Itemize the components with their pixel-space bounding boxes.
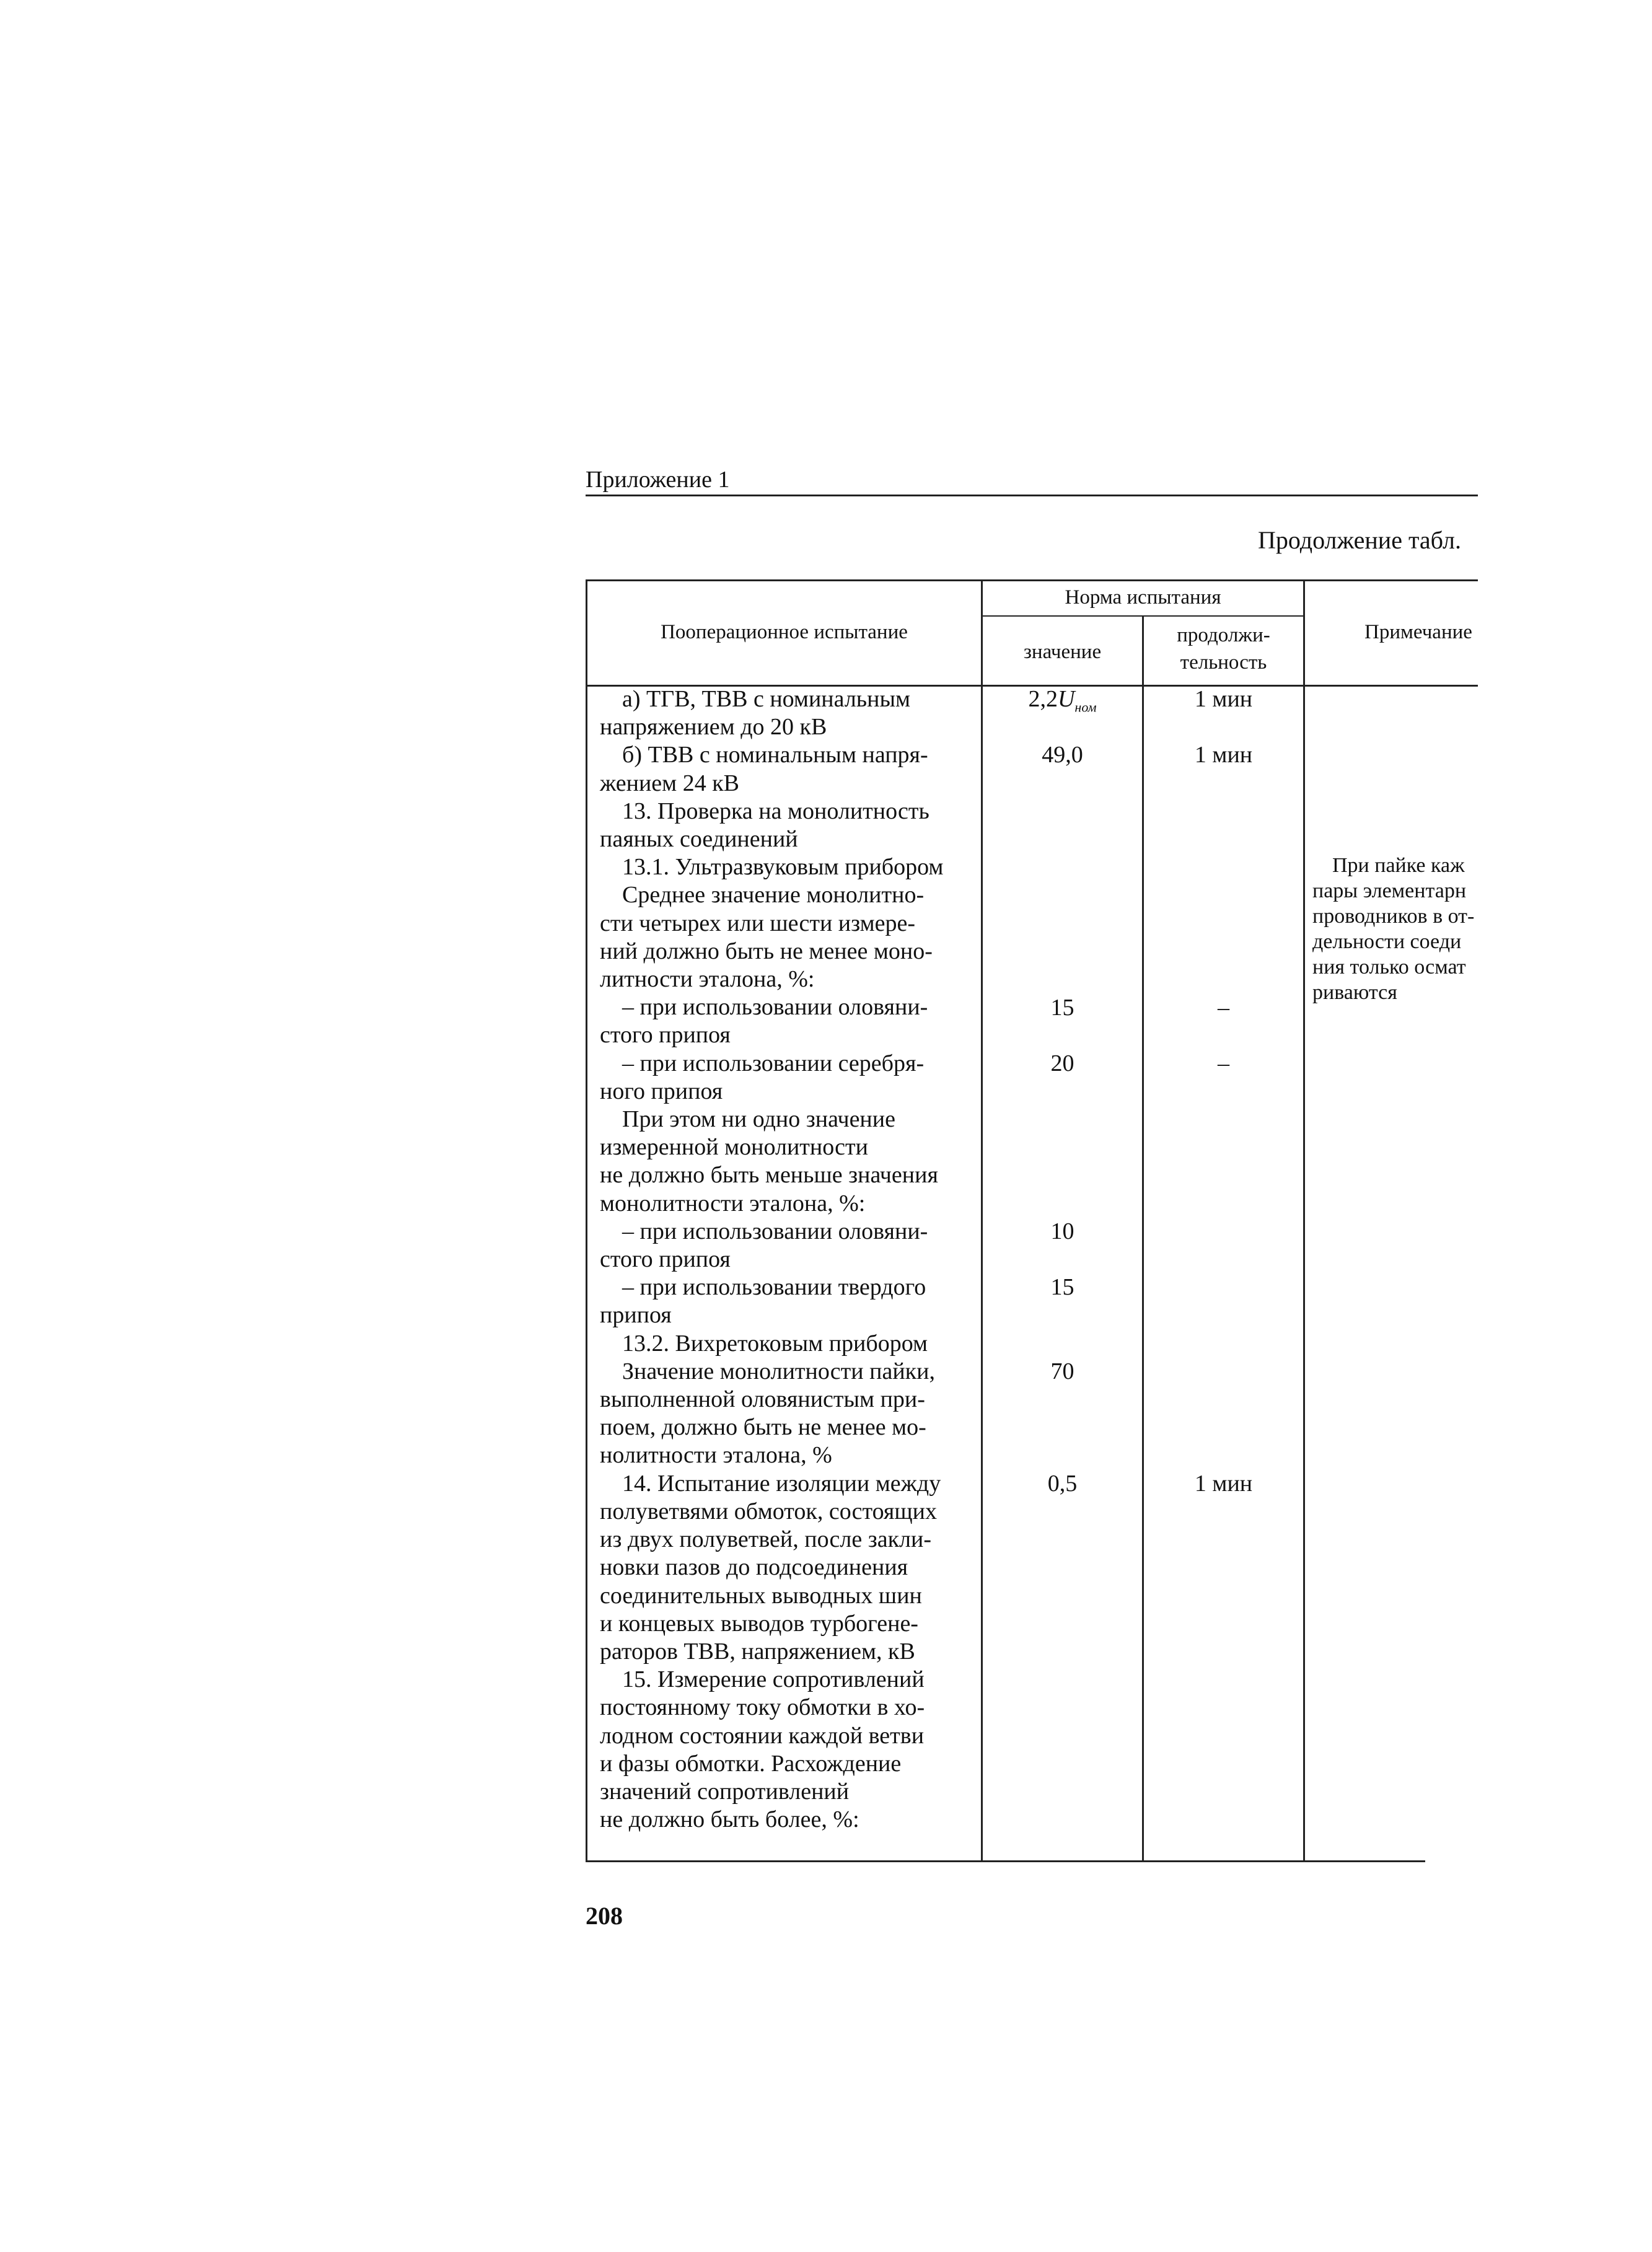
test-line: 14. Испытание изоляции между — [622, 1470, 941, 1497]
test-line: жением 24 кВ — [600, 770, 740, 796]
value-solder-silver: 20 — [1050, 1050, 1074, 1076]
value-14: 0,5 — [1047, 1471, 1078, 1497]
test-line: соединительных выводных шин — [600, 1582, 922, 1609]
test-line: Значение монолитности пайки, — [622, 1358, 935, 1384]
test-line: сти четырех или шести измере- — [600, 910, 916, 936]
test-line: стого припоя — [600, 1022, 731, 1049]
table-top-border — [586, 579, 1478, 581]
test-column-text — [600, 685, 943, 1834]
test-line: 13. Проверка на монолитность — [622, 798, 929, 824]
test-line: – при использовании оловяни- — [622, 1218, 928, 1244]
note-line: дельности соеди — [1312, 930, 1462, 953]
test-line: лодном состоянии каждой ветви — [600, 1722, 925, 1749]
test-line: поем, должно быть не менее мо- — [600, 1414, 926, 1441]
test-line: раторов ТВВ, напряжением, кВ — [600, 1638, 915, 1665]
col-value-border — [1142, 615, 1144, 1862]
duration-header-line1: продолжи- — [1177, 624, 1270, 646]
test-line: литности эталона, %: — [600, 966, 815, 993]
test-line: 13.2. Вихретоковым прибором — [622, 1330, 928, 1357]
value-min-tin: 10 — [1050, 1218, 1074, 1244]
value-a-sub: ном — [1074, 699, 1097, 715]
value-b: 49,0 — [1042, 742, 1083, 768]
test-line: ний должно быть не менее моно- — [600, 938, 933, 964]
test-line: нолитности эталона, % — [600, 1442, 832, 1469]
value-eddy: 70 — [1050, 1358, 1074, 1384]
column-header-value: значение — [1023, 641, 1102, 663]
test-line: ного припоя — [600, 1078, 723, 1104]
note-text — [1312, 853, 1475, 1005]
test-line: 15. Измерение сопротивлений — [622, 1666, 925, 1693]
duration-solder-tin: – — [1218, 995, 1229, 1021]
duration-b: 1 мин — [1194, 742, 1253, 768]
note-line: проводников в от- — [1312, 905, 1475, 928]
table-bottom-border — [586, 1860, 1425, 1862]
column-header-test: Пооперационное испытание — [661, 621, 908, 643]
appendix-header: Приложение 1 — [586, 467, 730, 493]
test-line: паяных соединений — [600, 826, 798, 853]
test-line: и фазы обмотки. Расхождение — [600, 1750, 902, 1777]
column-header-note: Примечание — [1364, 621, 1472, 643]
test-line: стого припоя — [600, 1246, 731, 1273]
test-line: постоянному току обмотки в хо- — [600, 1694, 925, 1721]
test-line: При этом ни одно значение — [622, 1106, 895, 1133]
test-line: не должно быть меньше значения — [600, 1162, 938, 1189]
test-line: – при использовании оловяни- — [622, 994, 928, 1021]
test-line: выполненной оловянистым при- — [600, 1386, 925, 1413]
col-duration-border — [1303, 579, 1305, 1862]
note-line: ния только осмат — [1312, 956, 1466, 979]
test-line: не должно быть более, %: — [600, 1806, 859, 1833]
test-line: напряжением до 20 кВ — [600, 714, 827, 741]
column-header-norm: Норма испытания — [1065, 586, 1221, 609]
value-a-prefix: 2,2 — [1028, 686, 1058, 712]
duration-header-line2: тельность — [1180, 651, 1267, 674]
test-line: 13.1. Ультразвуковым прибором — [622, 854, 944, 881]
note-line: пары элементарн — [1312, 879, 1467, 902]
page-number: 208 — [586, 1902, 623, 1930]
test-line: а) ТГВ, ТВВ с номинальным — [622, 686, 911, 712]
column-header-duration — [1144, 622, 1303, 676]
col-left-border — [586, 579, 587, 1862]
continuation-label: Продолжение табл. — [1258, 526, 1461, 554]
test-line: полуветвями обмоток, состоящих — [600, 1498, 938, 1524]
test-line: измеренной монолитности — [600, 1134, 868, 1161]
value-min-hard: 15 — [1050, 1274, 1074, 1300]
test-line: б) ТВВ с номинальным напря- — [622, 742, 928, 768]
duration-a: 1 мин — [1194, 686, 1253, 712]
note-line: риваются — [1312, 981, 1397, 1004]
value-solder-tin: 15 — [1050, 995, 1074, 1021]
value-a-var: U — [1057, 686, 1075, 712]
test-line: значений сопротивлений — [600, 1778, 850, 1805]
test-line: припоя — [600, 1302, 672, 1329]
duration-solder-silver: – — [1218, 1050, 1229, 1076]
test-line: и концевых выводов турбогене- — [600, 1610, 918, 1637]
value-a — [983, 685, 1142, 716]
test-line: Среднее значение монолитно- — [622, 882, 925, 908]
duration-14: 1 мин — [1194, 1471, 1253, 1497]
test-line: – при использовании твердого — [622, 1274, 926, 1301]
note-line: При пайке каж — [1332, 854, 1465, 877]
test-line: – при использовании серебря- — [622, 1050, 925, 1076]
test-line: новки пазов до подсоединения — [600, 1554, 908, 1581]
test-line: монолитности эталона, %: — [600, 1190, 866, 1216]
test-line: из двух полуветвей, после закли- — [600, 1526, 932, 1553]
